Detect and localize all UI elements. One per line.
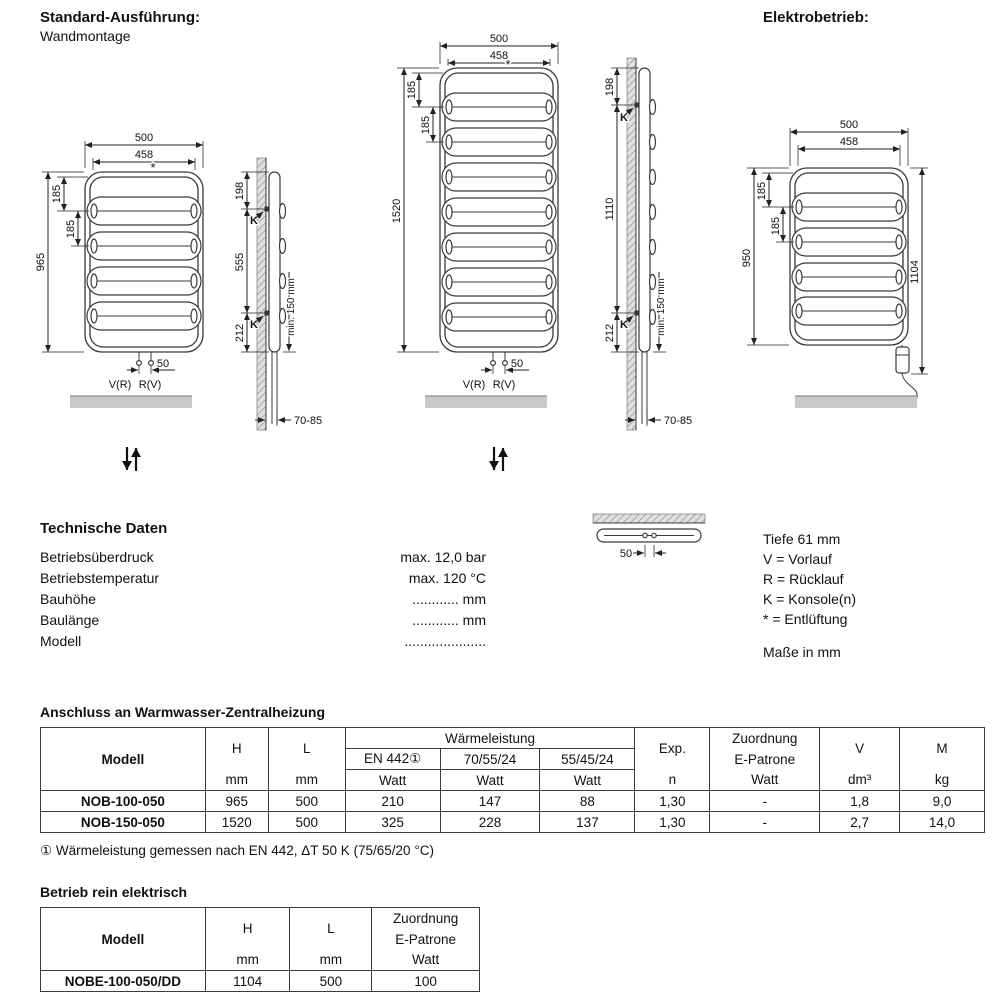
drawing-front-965 [35, 132, 203, 408]
cell: 1104 [205, 971, 290, 992]
electric-table [40, 907, 480, 992]
cell: 1,30 [635, 812, 710, 833]
dim-label: 950 [741, 248, 753, 268]
standard-heading [40, 8, 200, 46]
dim-label: 70-85 [664, 415, 693, 427]
flow-connection [491, 361, 496, 366]
return-connection [503, 361, 508, 366]
cell: 147 [440, 791, 540, 812]
cell: 500 [268, 812, 345, 833]
tech-row [40, 631, 486, 652]
unit-cell: dm³ [820, 770, 900, 791]
dim-label: 50 [156, 358, 170, 370]
unit-cell: Watt [710, 770, 820, 791]
dim-label: 1520 [391, 198, 403, 224]
dim-label: 185 [51, 184, 63, 204]
dim-label: 212 [234, 323, 246, 343]
dim-label: 458 [489, 50, 509, 62]
tech-row [40, 568, 486, 589]
unit-cell: Watt [440, 770, 540, 791]
legend-units: Maße in mm [763, 644, 841, 660]
electro-title: Elektrobetrieb: [763, 9, 869, 26]
standard-title: Standard-Ausführung: [40, 9, 200, 26]
dim-label: 70-85 [294, 415, 323, 427]
col-en442: EN 442① [345, 749, 440, 770]
col-v: V [820, 728, 900, 770]
col-m: M [900, 728, 985, 770]
cell: 2,7 [820, 812, 900, 833]
standard-subtitle: Wandmontage [40, 28, 131, 44]
col-epatrone: E-Patrone [710, 749, 820, 770]
electric-table-title: Betrieb rein elektrisch [40, 884, 188, 900]
legend-section [763, 529, 856, 662]
col-modell: Modell [41, 728, 206, 791]
dim-label: 500 [134, 132, 154, 144]
cell-modell: NOB-100-050 [41, 791, 206, 812]
unit-cell: Watt [372, 950, 480, 971]
legend-ruecklauf: R = Rücklauf [763, 571, 844, 587]
unit-cell: Watt [345, 770, 440, 791]
tech-value: ............ mm [412, 612, 486, 628]
dim-label: 185 [420, 115, 432, 135]
tech-value: max. 120 °C [408, 570, 486, 586]
legend-depth: Tiefe 61 mm [763, 531, 841, 547]
tech-row [40, 589, 486, 610]
tech-value: max. 12,0 bar [400, 549, 486, 565]
tech-label: Betriebstemperatur [40, 570, 160, 586]
console-bracket [635, 103, 640, 108]
dim-label: 212 [604, 323, 616, 343]
unit-cell: Watt [540, 770, 635, 791]
wall [593, 514, 705, 523]
footnote: ① Wärmeleistung gemessen nach EN 442, ΔT 50 K (75/65/20 °C) [40, 843, 434, 858]
drawing-side-1520 [604, 58, 692, 430]
table-row [41, 971, 480, 992]
dim-label: 965 [35, 252, 47, 272]
col-554524: 55/45/24 [540, 749, 635, 770]
hydronic-table [40, 727, 985, 833]
console-bracket [635, 311, 640, 316]
unit-cell: mm [290, 950, 372, 971]
tech-label: Modell [40, 633, 82, 649]
flow-label: V(R) [108, 379, 132, 391]
reversible-arrows-right [494, 447, 503, 471]
return-label: R(V) [492, 379, 516, 391]
console-bracket [265, 311, 270, 316]
hydronic-section [40, 704, 985, 859]
cell: 88 [540, 791, 635, 812]
col-epatrone: E-Patrone [372, 929, 480, 950]
col-h: H [205, 728, 268, 770]
cell: 1,30 [635, 791, 710, 812]
legend-konsole: K = Konsole(n) [763, 591, 856, 607]
return-connection [149, 361, 154, 366]
dim-label: 458 [839, 136, 859, 148]
console-label: K [250, 319, 258, 331]
return-connection [652, 533, 656, 537]
col-modell: Modell [41, 908, 206, 971]
flow-connection [137, 361, 142, 366]
cell: 500 [290, 971, 372, 992]
col-l: L [290, 908, 372, 950]
cell: 100 [372, 971, 480, 992]
cell: 1,8 [820, 791, 900, 812]
console-label: K [620, 112, 628, 124]
tech-value: ..................... [404, 633, 486, 649]
reversible-arrows-left [127, 447, 136, 471]
cell: 965 [205, 791, 268, 812]
wall [257, 158, 266, 430]
dim-label: 500 [489, 33, 509, 45]
dim-label: 500 [839, 119, 859, 131]
col-zuordnung: Zuordnung [372, 908, 480, 929]
console-bracket [265, 207, 270, 212]
dim-label: 198 [604, 77, 616, 97]
dim-label: 1110 [604, 197, 616, 221]
dim-label: 185 [770, 216, 782, 236]
dim-label: 555 [234, 252, 246, 272]
tech-row [40, 610, 486, 631]
col-exp: Exp. [635, 728, 710, 770]
legend-vorlauf: V = Vorlauf [763, 551, 832, 567]
dim-label: 185 [406, 80, 418, 100]
unit-cell: kg [900, 770, 985, 791]
unit-cell: mm [205, 950, 290, 971]
vent-star: * [150, 160, 156, 175]
header-row [41, 908, 480, 929]
console-label: K [250, 215, 258, 227]
return-label: R(V) [138, 379, 162, 391]
min-clearance-label: min. 150 mm [286, 278, 297, 336]
drawing-side-965 [234, 158, 322, 430]
dim-label: 50 [619, 548, 633, 560]
floor [795, 396, 917, 408]
console-label: K [620, 319, 628, 331]
cell: 210 [345, 791, 440, 812]
cell: - [710, 812, 820, 833]
header-row [41, 728, 985, 749]
col-waermeleistung: Wärmeleistung [345, 728, 635, 749]
tech-label: Baulänge [40, 612, 100, 628]
cell: 9,0 [900, 791, 985, 812]
col-705524: 70/55/24 [440, 749, 540, 770]
tech-data-title: Technische Daten [40, 520, 168, 537]
tech-label: Betriebsüberdruck [40, 549, 154, 565]
wall [627, 58, 636, 430]
dim-label: 185 [65, 219, 77, 239]
flow-connection [643, 533, 647, 537]
towel-bar-sections [792, 193, 906, 325]
cell: 137 [540, 812, 635, 833]
electric-heating-element [896, 347, 909, 373]
cell-modell: NOB-150-050 [41, 812, 206, 833]
cell: 228 [440, 812, 540, 833]
cell-modell: NOBE-100-050/DD [41, 971, 206, 992]
tech-label: Bauhöhe [40, 591, 97, 607]
cell: 325 [345, 812, 440, 833]
min-clearance-label: min. 150 mm [656, 278, 667, 336]
unit-cell: mm [205, 770, 268, 791]
unit-cell: mm [268, 770, 345, 791]
cell: 14,0 [900, 812, 985, 833]
col-h: H [205, 908, 290, 950]
tech-value: ............ mm [412, 591, 486, 607]
cell: - [710, 791, 820, 812]
cell: 1520 [205, 812, 268, 833]
dim-label: 458 [134, 149, 154, 161]
electric-section [40, 884, 480, 992]
table-row [41, 812, 985, 833]
cell: 500 [268, 791, 345, 812]
col-l: L [268, 728, 345, 770]
flow-label: V(R) [462, 379, 486, 391]
technische-daten-section [40, 520, 486, 652]
vent-star: * [505, 57, 511, 72]
legend-entlueftung: * = Entlüftung [763, 611, 848, 627]
tech-row [40, 547, 486, 568]
drawing-front-1520 [391, 33, 558, 408]
table-row [41, 791, 985, 812]
dim-label: 198 [234, 181, 246, 201]
floor [425, 396, 547, 408]
towel-bar-sections [87, 197, 201, 330]
dim-label: 185 [756, 181, 768, 201]
drawing-top-view [593, 514, 705, 560]
unit-cell: n [635, 770, 710, 791]
dim-label: 1104 [909, 260, 921, 284]
drawing-electro [741, 119, 928, 408]
col-zuordnung: Zuordnung [710, 728, 820, 749]
towel-bar-sections [442, 93, 556, 331]
floor [70, 396, 192, 408]
dim-label: 50 [510, 358, 524, 370]
hydronic-table-title: Anschluss an Warmwasser-Zentralheizung [40, 704, 325, 720]
